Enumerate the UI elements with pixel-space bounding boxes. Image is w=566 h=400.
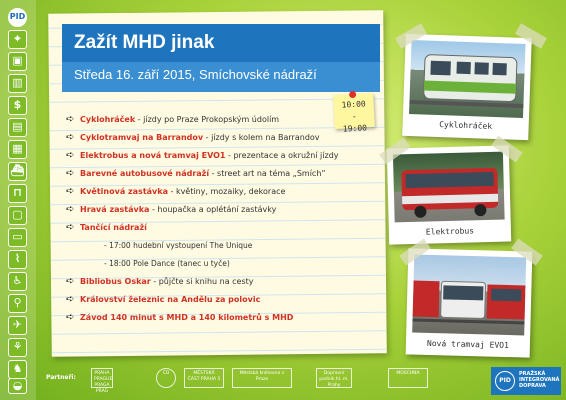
- partner-logo: MĚSTSKÁ ČÁST PRAHA 5: [184, 368, 224, 388]
- list-item: ➪ Květinová zastávka - květiny, mozaiky, dekorace: [66, 186, 286, 197]
- partner-logo: Městská knihovna v Praze: [232, 368, 292, 388]
- train-illustration: [409, 40, 526, 118]
- bus-illustration: [393, 152, 505, 223]
- list-item: ➪ Tančící nádraží: [66, 222, 147, 233]
- arrow-right-icon: ➪: [66, 312, 75, 323]
- pid-logo-icon: PID: [8, 8, 27, 27]
- boat-icon: ⛴: [8, 162, 27, 181]
- money-icon: $: [8, 96, 27, 115]
- tram-front-icon: ▭: [8, 228, 27, 247]
- bike-icon: ⚘: [8, 338, 27, 357]
- walking-icon: ✈: [8, 316, 27, 335]
- photo-cyklohracek: [402, 34, 531, 140]
- pid-logo: [491, 367, 561, 395]
- list-item: ➪ Bibliobus Oskar - půjčte si knihu na cesty: [66, 276, 254, 287]
- arrow-right-icon: ➪: [66, 186, 75, 197]
- tram-icon: ▥: [8, 74, 27, 93]
- wheelchair-icon: ♿: [8, 272, 27, 291]
- list-item: ➪ Království železnic na Andělu za polovic: [66, 294, 261, 305]
- dog-icon: ♞: [8, 360, 27, 379]
- partners-label: Partneři:: [46, 374, 76, 381]
- arrow-right-icon: ➪: [66, 276, 75, 287]
- photo-caption: Nová tramvaj EVO1: [426, 338, 509, 351]
- photo-caption: Cyklohráček: [439, 120, 493, 131]
- partner-logo: Dopravní podnik hl. m. Prahy: [316, 368, 352, 388]
- arrow-right-icon: ➪: [66, 222, 75, 233]
- tram-illustration: [412, 255, 526, 336]
- time-sticky-note: [333, 93, 375, 134]
- arrow-right-icon: ➪: [66, 150, 75, 161]
- bus-photo: [393, 152, 505, 223]
- page-title: Zažít MHD jinak: [74, 32, 215, 53]
- stroller-icon: ◒: [8, 378, 27, 394]
- partner-logo: PRAHA PRAGUE PRAGA PRAG: [91, 368, 113, 388]
- time-separator: -: [351, 111, 357, 122]
- family-icon: ⚲: [8, 294, 27, 313]
- partner-logo: MOSCHNA: [388, 368, 428, 388]
- icon-sidebar: [0, 0, 36, 400]
- list-item: ➪ Cyklotramvaj na Barrandov - jízdy s kolem na Barrandov: [66, 132, 320, 143]
- partner-logo: ČD: [156, 368, 176, 388]
- bus-icon: ▣: [8, 52, 27, 71]
- arrow-right-icon: ➪: [66, 204, 75, 215]
- event-date: Středa 16. září 2015, Smíchovské nádraží: [74, 67, 317, 82]
- train-icon: ▤: [8, 118, 27, 137]
- pid-logo-circle: PID: [495, 371, 515, 391]
- list-item: ➪ Cyklohráček - jízdy po Praze Prokopským údolím: [66, 114, 280, 125]
- sub-item: - 18:00 Pole Dance (tanec u tyče): [104, 259, 230, 268]
- arrow-right-icon: ➪: [66, 114, 75, 125]
- time-end: 19:00: [342, 123, 368, 134]
- list-item: ➪ Závod 140 minut s MHD a 140 kilometrů s MHD: [66, 312, 294, 323]
- arrow-right-icon: ➪: [66, 294, 75, 305]
- arrow-right-icon: ➪: [66, 168, 75, 179]
- train-front-icon: ▢: [8, 206, 27, 225]
- photo-elektrobus: [387, 145, 511, 244]
- arrow-right-icon: ➪: [66, 132, 75, 143]
- train-photo: [409, 40, 526, 118]
- list-item: ➪ Barevné autobusové nádraží - street art na téma „Smíchˮ: [66, 168, 326, 179]
- time-start: 10:00: [341, 99, 366, 110]
- partners-strip: [36, 360, 566, 400]
- bus-stop-icon: ⊓: [8, 184, 27, 203]
- pid-logo-text: PRAŽSKÁ INTEGROVANÁ DOPRAVA: [519, 371, 560, 389]
- title-banner: [62, 24, 380, 92]
- list-item: ➪ Hravá zastávka - houpačka a oplétání zastávky: [66, 204, 277, 215]
- list-item: ➪ Elektrobus a nová tramvaj EVO1 - prezentace a okružní jízdy: [66, 150, 339, 161]
- photo-caption: Elektrobus: [425, 226, 475, 237]
- cable-icon: ⌇: [8, 250, 27, 269]
- sub-item: - 17:00 hudební vystoupení The Unique: [104, 241, 253, 250]
- pin-icon: ⌖: [8, 30, 27, 49]
- pushpin-icon: [349, 91, 356, 98]
- photo-evo1: [406, 248, 533, 357]
- tram-photo: [412, 255, 526, 336]
- metro-icon: ▦: [8, 140, 27, 159]
- subtitle-bar: [62, 62, 380, 92]
